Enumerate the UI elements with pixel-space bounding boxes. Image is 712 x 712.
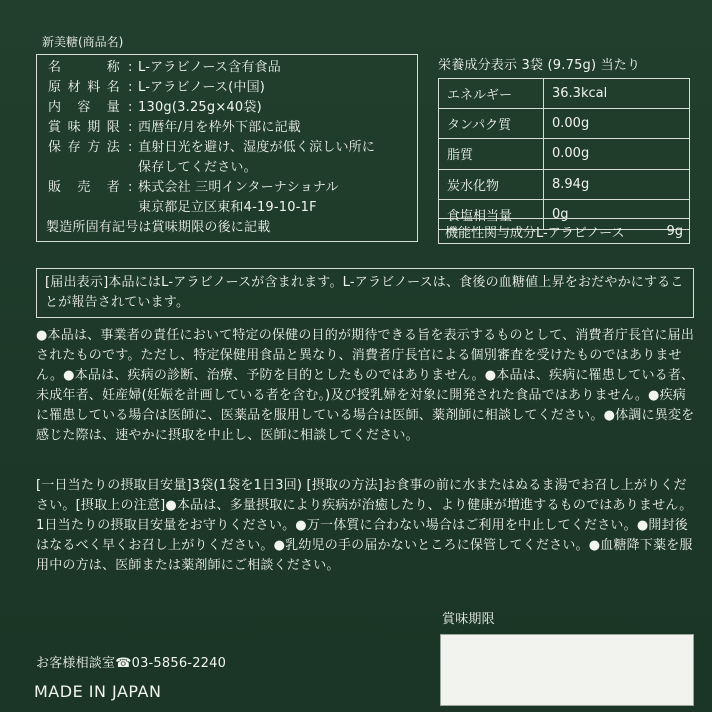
spec-key: 賞味期限 [48,120,120,135]
nutrition-value: 0g [544,199,690,229]
nutrition-value: 0.00g [544,139,690,169]
nutrition-value: 36.3kcal [544,79,690,109]
nutrition-label: 脂質 [439,139,544,169]
spec-row-expiry: 賞味期限 : 西暦年/月を枠外下部に記載 [48,118,301,138]
spec-key: 名 称 [48,60,120,75]
nutrition-label: エネルギー [439,79,544,109]
expiry-date-box [440,634,694,706]
cautions-paragraph: ●本品は、事業者の責任において特定の保健の目的が期待できる旨を表示するものとして、消費者庁長官に届出されたものです。ただし、特定保健用食品と異なり、消費者庁長官による個別審査を受けたものではありません。●本品は、疾病の診断、治療、予防を目的としたものではありません。●本品は、疾病に罹患している者、未成年者、妊産婦(妊娠を計画している者を含む。)及び授乳婦を対象に開発された食品ではありません。●疾病に罹患している場合は医師に、医薬品を服用している場合は医師、薬剤師に相談してください。●体調に異変を感じた際は、速やかに摂取を中止し、医師に相談してください。 [36,328,695,443]
intake-paragraph: [一日当たりの摂取目安量]3袋(1袋を1日3回) [摂取の方法]お食事の前に水またはぬるま湯でお召し上がりください。[摂取上の注意]●本品は、多量摂取により疾病が治癒したり、より健康が増進するものではありません。1日当たりの摂取目安量をお守りください。●万一体質に合わない場合はご利用を中止してください。●開封後はなるべく早くお召し上がりください。●乳幼児の手の届かないところに保管してください。●血糖降下薬を服用中の方は、医師または薬剤師にご相談ください。 [36,478,693,573]
spec-value: 株式会社 三明インターナショナル 東京都足立区東和4-19-10-1F [138,180,339,215]
spec-row-content: 内 容 量 : 130g(3.25g×40袋) [48,98,262,118]
spec-value: 130g(3.25g×40袋) [138,100,262,115]
customer-contact: お客様相談室☎03-5856-2240 [36,656,227,671]
spec-key: 販 売 者 [48,180,120,195]
nutrition-label: 食塩相当量 [439,199,544,229]
table-row [439,139,690,169]
table-row [439,169,690,199]
nutrition-label: 炭水化物 [439,169,544,199]
nutrition-value: 8.94g [544,169,690,199]
spec-row-seller: 販 売 者 : 株式会社 三明インターナショナル 東京都足立区東和4-19-10-1F [48,178,339,218]
nutrition-label: タンパク質 [439,109,544,139]
functional-ingredient-row [438,218,690,244]
spec-row-name: 名 称 : L-アラビノース含有食品 [48,58,281,78]
spec-value: L-アラビノース含有食品 [138,60,281,75]
functional-ingredient-value: 9g [666,223,683,239]
spec-key: 内 容 量 [48,100,120,115]
spec-row-ingredients: 原材料名 : L-アラビノース(中国) [48,78,265,98]
origin-label: MADE IN JAPAN [34,682,162,701]
spec-value: 西暦年/月を枠外下部に記載 [138,120,301,135]
manufacturing-note: 製造所固有記号は賞味期限の後に記載 [46,220,271,235]
nutrition-value: 0.00g [544,109,690,139]
spec-value: L-アラビノース(中国) [138,80,266,95]
notice-box [36,268,694,318]
notice-text: [届出表示]本品にはL-アラビノースが含まれます。L-アラビノースは、食後の血糖値上昇をおだやかにすることが報告されています。 [45,275,684,310]
spec-row-storage: 保存方法 : 直射日光を避け、湿度が低く涼しい所に 保存してください。 [48,138,375,178]
expiry-label: 賞味期限 [442,612,495,627]
functional-ingredient-label: 機能性関与成分L-アラビノース [445,225,625,241]
spec-key: 原材料名 [48,80,120,95]
nutrition-title: 栄養成分表示 3袋 (9.75g) 当たり [438,58,641,73]
table-row [439,109,690,139]
spec-key: 保存方法 [48,140,120,155]
spec-value: 直射日光を避け、湿度が低く涼しい所に 保存してください。 [138,140,376,175]
table-row [439,79,690,109]
nutrition-table [438,78,690,230]
product-header: 新美糖(商品名) [42,35,124,49]
